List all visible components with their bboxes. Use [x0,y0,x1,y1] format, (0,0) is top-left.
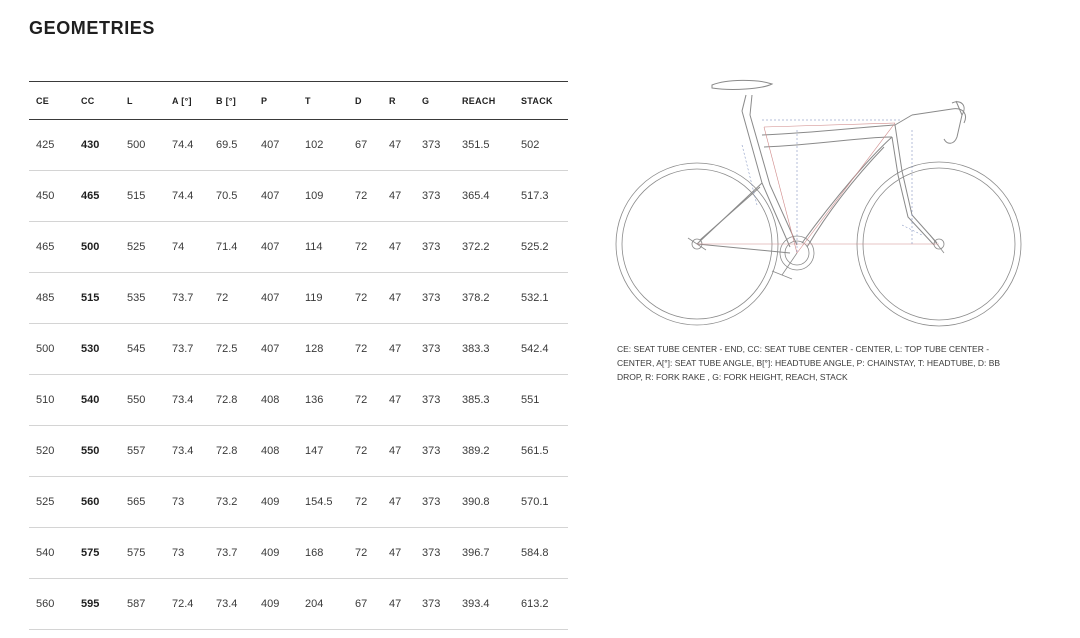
cell-r: 47 [382,120,415,171]
cell-d: 72 [348,477,382,528]
cell-g: 373 [415,579,455,630]
table-row [29,120,568,171]
cell-d: 72 [348,375,382,426]
column-header-ce: CE [29,82,74,120]
cell-l: 535 [120,273,165,324]
cell-a: 73.7 [165,273,209,324]
cell-stack: 584.8 [514,528,568,579]
cell-t: 136 [298,375,348,426]
cell-reach: 383.3 [455,324,514,375]
cell-r: 47 [382,579,415,630]
cell-b: 69.5 [209,120,254,171]
cell-reach: 378.2 [455,273,514,324]
cell-g: 373 [415,324,455,375]
bike-geometry-diagram [612,75,1027,335]
cell-reach: 351.5 [455,120,514,171]
cell-l: 557 [120,426,165,477]
column-header-stack: STACK [514,82,568,120]
cell-t: 109 [298,171,348,222]
cell-r: 47 [382,273,415,324]
cell-r: 47 [382,426,415,477]
cell-a: 73 [165,477,209,528]
cell-cc: 550 [74,426,120,477]
table-row [29,222,568,273]
cell-d: 72 [348,528,382,579]
cell-ce: 525 [29,477,74,528]
cell-p: 407 [254,324,298,375]
table-row [29,579,568,630]
cell-l: 575 [120,528,165,579]
cell-d: 72 [348,426,382,477]
cell-reach: 390.8 [455,477,514,528]
cell-p: 407 [254,171,298,222]
cell-ce: 465 [29,222,74,273]
cell-r: 47 [382,477,415,528]
cell-g: 373 [415,222,455,273]
cell-ce: 485 [29,273,74,324]
column-header-p: P [254,82,298,120]
table-row [29,528,568,579]
cell-l: 500 [120,120,165,171]
cell-reach: 365.4 [455,171,514,222]
cell-d: 72 [348,171,382,222]
cell-b: 73.4 [209,579,254,630]
cell-b: 71.4 [209,222,254,273]
table-row [29,477,568,528]
table-row [29,324,568,375]
cell-stack: 525.2 [514,222,568,273]
cell-b: 70.5 [209,171,254,222]
cell-stack: 532.1 [514,273,568,324]
table-row [29,375,568,426]
cell-r: 47 [382,222,415,273]
cell-t: 154.5 [298,477,348,528]
cell-stack: 502 [514,120,568,171]
cell-ce: 520 [29,426,74,477]
cell-ce: 450 [29,171,74,222]
column-header-t: T [298,82,348,120]
cell-l: 587 [120,579,165,630]
cell-g: 373 [415,120,455,171]
cell-p: 408 [254,426,298,477]
cell-d: 72 [348,324,382,375]
cell-g: 373 [415,273,455,324]
cell-reach: 393.4 [455,579,514,630]
saddle-icon [712,80,772,115]
cell-a: 73 [165,528,209,579]
cell-b: 72 [209,273,254,324]
cell-a: 74.4 [165,171,209,222]
cell-p: 409 [254,579,298,630]
cell-stack: 561.5 [514,426,568,477]
table-body [29,120,568,630]
cell-ce: 425 [29,120,74,171]
cell-p: 407 [254,120,298,171]
cell-cc: 430 [74,120,120,171]
cell-b: 72.5 [209,324,254,375]
cell-b: 72.8 [209,426,254,477]
column-header-a: A [°] [165,82,209,120]
cell-a: 73.7 [165,324,209,375]
cell-a: 73.4 [165,375,209,426]
page-title: GEOMETRIES [29,18,156,38]
cell-r: 47 [382,528,415,579]
cell-r: 47 [382,171,415,222]
cell-ce: 510 [29,375,74,426]
cell-p: 407 [254,222,298,273]
cell-stack: 613.2 [514,579,568,630]
cell-b: 73.7 [209,528,254,579]
cell-ce: 560 [29,579,74,630]
column-header-d: D [348,82,382,120]
cell-a: 74 [165,222,209,273]
cell-d: 72 [348,222,382,273]
cell-r: 47 [382,324,415,375]
cell-g: 373 [415,375,455,426]
cell-l: 545 [120,324,165,375]
geometry-legend-caption: CE: SEAT TUBE CENTER - END, CC: SEAT TUBE CENTER - CENTER, L: TOP TUBE CENTER - CENTER, A[°]: SEAT TUBE ANGLE, B[°]: HEADTUBE ANGLE, P: CHAINSTAY, T: HEADTUBE, D: BB DROP, R: FORK RAKE , G: FORK HEIGHT, REACH, STACK [617,344,1001,382]
cell-a: 72.4 [165,579,209,630]
handlebar-icon [895,101,966,143]
cell-cc: 530 [74,324,120,375]
cell-cc: 465 [74,171,120,222]
cell-cc: 515 [74,273,120,324]
cell-g: 373 [415,528,455,579]
cell-r: 47 [382,375,415,426]
cell-reach: 396.7 [455,528,514,579]
cell-stack: 517.3 [514,171,568,222]
frame-icon [697,111,937,253]
cell-a: 73.4 [165,426,209,477]
cell-t: 128 [298,324,348,375]
table-row [29,273,568,324]
cell-cc: 500 [74,222,120,273]
column-header-g: G [415,82,455,120]
cell-p: 407 [254,273,298,324]
table-header-row [29,82,568,120]
cell-p: 409 [254,528,298,579]
geometry-table [29,81,568,630]
column-header-reach: REACH [455,82,514,120]
cell-g: 373 [415,477,455,528]
table-row [29,426,568,477]
cell-l: 550 [120,375,165,426]
cell-l: 525 [120,222,165,273]
column-header-l: L [120,82,165,120]
cell-ce: 540 [29,528,74,579]
cell-t: 168 [298,528,348,579]
cell-b: 73.2 [209,477,254,528]
cell-g: 373 [415,426,455,477]
cell-p: 409 [254,477,298,528]
cell-reach: 385.3 [455,375,514,426]
cell-t: 102 [298,120,348,171]
cell-a: 74.4 [165,120,209,171]
cell-reach: 372.2 [455,222,514,273]
cell-stack: 570.1 [514,477,568,528]
cell-p: 408 [254,375,298,426]
cell-stack: 551 [514,375,568,426]
cell-cc: 540 [74,375,120,426]
cell-t: 204 [298,579,348,630]
column-header-cc: CC [74,82,120,120]
cell-b: 72.8 [209,375,254,426]
cell-cc: 595 [74,579,120,630]
cell-d: 67 [348,579,382,630]
cell-stack: 542.4 [514,324,568,375]
cell-t: 114 [298,222,348,273]
cell-reach: 389.2 [455,426,514,477]
cell-cc: 575 [74,528,120,579]
column-header-r: R [382,82,415,120]
cell-ce: 500 [29,324,74,375]
cell-l: 565 [120,477,165,528]
cell-g: 373 [415,171,455,222]
cell-d: 67 [348,120,382,171]
cell-t: 147 [298,426,348,477]
cell-t: 119 [298,273,348,324]
cell-cc: 560 [74,477,120,528]
cell-l: 515 [120,171,165,222]
column-header-b: B [°] [209,82,254,120]
table-row [29,171,568,222]
cell-d: 72 [348,273,382,324]
